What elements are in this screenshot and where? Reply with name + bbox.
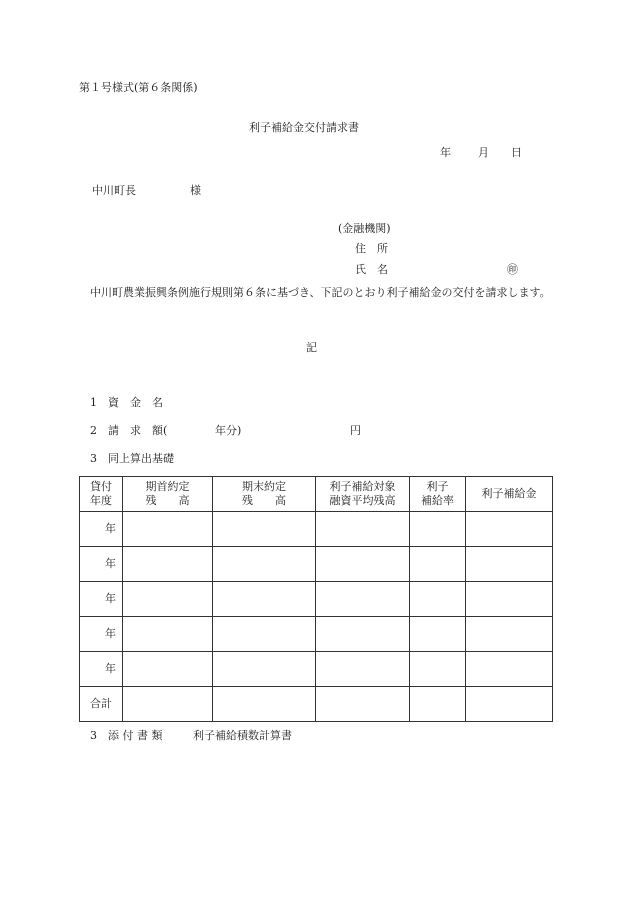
cell-year: 年 bbox=[80, 582, 123, 617]
header-average-balance: 利子補給対象 融資平均残高 bbox=[316, 477, 410, 512]
cell-year: 年 bbox=[80, 512, 123, 547]
cell-opening-balance bbox=[123, 582, 213, 617]
date-month-label: 月 bbox=[478, 146, 489, 159]
calculation-table bbox=[79, 476, 553, 722]
item-request-amount: 2 請 求 額( bbox=[90, 424, 168, 437]
cell-subsidy-rate bbox=[410, 652, 466, 687]
cell-average-balance bbox=[316, 687, 410, 722]
table-header-row bbox=[80, 477, 553, 512]
cell-opening-balance bbox=[123, 652, 213, 687]
request-body-text: 中川町農業振興条例施行規則第６条に基づき、下記のとおり利子補給金の交付を請求します。 bbox=[90, 286, 551, 299]
item-attachments: 3 添 付 書 類 bbox=[90, 729, 163, 742]
cell-subsidy-amount bbox=[466, 547, 553, 582]
cell-year: 年 bbox=[80, 547, 123, 582]
table-row bbox=[80, 547, 553, 582]
header-opening-balance: 期首約定 残 高 bbox=[123, 477, 213, 512]
cell-total-label: 合計 bbox=[80, 687, 123, 722]
table-row bbox=[80, 582, 553, 617]
cell-closing-balance bbox=[213, 652, 316, 687]
form-number-label: 第１号様式(第６条関係) bbox=[79, 81, 198, 94]
addressee-name: 中川町長 bbox=[92, 184, 136, 197]
cell-subsidy-amount bbox=[466, 617, 553, 652]
cell-subsidy-amount bbox=[466, 582, 553, 617]
item-request-year: 年分) bbox=[215, 424, 242, 437]
cell-closing-balance bbox=[213, 547, 316, 582]
address-label: 住 所 bbox=[355, 242, 388, 255]
cell-subsidy-rate bbox=[410, 617, 466, 652]
cell-average-balance bbox=[316, 582, 410, 617]
cell-opening-balance bbox=[123, 547, 213, 582]
cell-closing-balance bbox=[213, 617, 316, 652]
cell-subsidy-rate bbox=[410, 512, 466, 547]
cell-closing-balance bbox=[213, 582, 316, 617]
cell-closing-balance bbox=[213, 512, 316, 547]
ki-heading: 記 bbox=[306, 341, 317, 354]
addressee-honorific: 様 bbox=[190, 184, 201, 197]
header-loan-year: 貸付 年度 bbox=[80, 477, 123, 512]
table-row bbox=[80, 652, 553, 687]
document-title: 利子補給金交付請求書 bbox=[249, 121, 359, 134]
cell-average-balance bbox=[316, 547, 410, 582]
name-label: 氏 名 bbox=[355, 263, 388, 276]
cell-opening-balance bbox=[123, 617, 213, 652]
cell-opening-balance bbox=[123, 512, 213, 547]
cell-subsidy-amount bbox=[466, 512, 553, 547]
cell-subsidy-rate bbox=[410, 687, 466, 722]
table-total-row bbox=[80, 687, 553, 722]
attachment-document-name: 利子補給積数計算書 bbox=[193, 729, 292, 742]
item-fund-name: 1 資 金 名 bbox=[90, 396, 163, 409]
financial-institution-label: (金融機関) bbox=[338, 222, 391, 235]
table-row bbox=[80, 512, 553, 547]
cell-subsidy-amount bbox=[466, 652, 553, 687]
header-subsidy-rate: 利子 補給率 bbox=[410, 477, 466, 512]
seal-mark: ㊞ bbox=[507, 263, 518, 276]
header-subsidy-amount: 利子補給金 bbox=[466, 477, 553, 512]
cell-subsidy-amount bbox=[466, 687, 553, 722]
cell-average-balance bbox=[316, 652, 410, 687]
cell-average-balance bbox=[316, 617, 410, 652]
cell-year: 年 bbox=[80, 617, 123, 652]
header-closing-balance: 期末約定 残 高 bbox=[213, 477, 316, 512]
cell-closing-balance bbox=[213, 687, 316, 722]
date-year-label: 年 bbox=[440, 146, 451, 159]
item-request-yen: 円 bbox=[350, 424, 361, 437]
cell-opening-balance bbox=[123, 687, 213, 722]
cell-subsidy-rate bbox=[410, 582, 466, 617]
cell-year: 年 bbox=[80, 652, 123, 687]
cell-average-balance bbox=[316, 512, 410, 547]
table-row bbox=[80, 617, 553, 652]
date-day-label: 日 bbox=[511, 146, 522, 159]
item-calculation-basis: 3 同上算出基礎 bbox=[90, 452, 174, 465]
cell-subsidy-rate bbox=[410, 547, 466, 582]
